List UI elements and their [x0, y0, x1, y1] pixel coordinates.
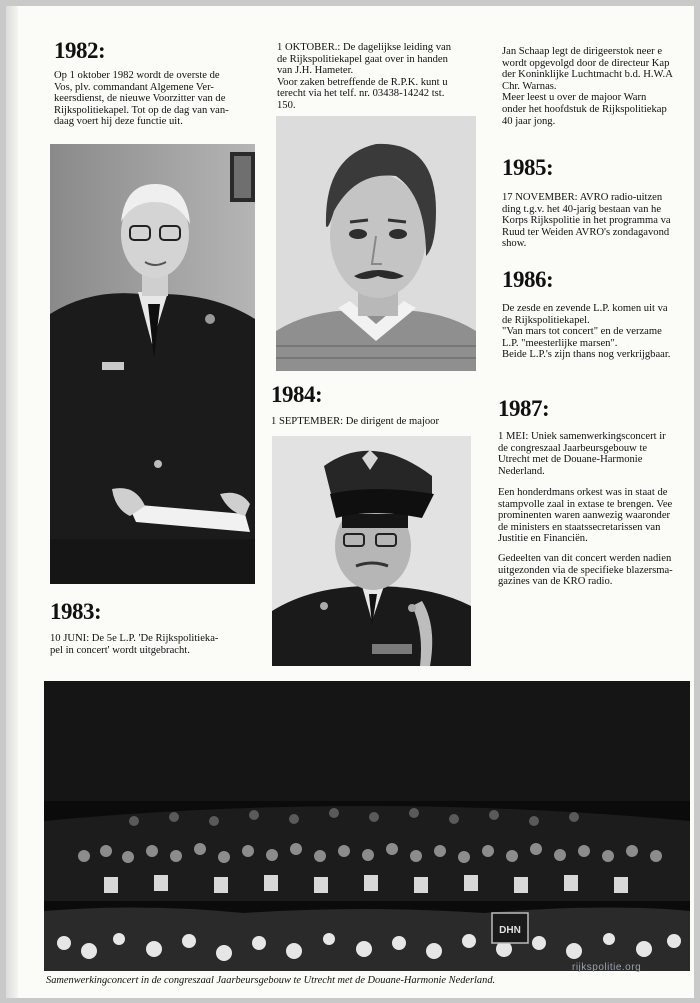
year-heading-1986: 1986: [502, 267, 554, 292]
paragraph-1984: 1 SEPTEMBER: De dirigent de majoor [271, 416, 440, 427]
paragraph-1987-b: Een honderdmans orkest was in staat de stampvolle zaal in extase te brengen. Vee prominenten waren aanwezig waaronder de ministers en staatssecretarissen van Justitie en Financiën. [498, 487, 673, 545]
photo-hameter [276, 116, 476, 371]
paragraph-1982: Op 1 oktober 1982 wordt de overste de Vos, plv. commandant Algemene Ver- keersdienst, de nieuwe Voorzitter van de Rijkspolitiekapel. Tot op de dag van van- daag voert hij deze functie uit. [54, 70, 229, 128]
orchestra-on-stage [44, 681, 690, 971]
year-heading-1985: 1985: [502, 155, 554, 180]
page-binding-edge [6, 6, 18, 998]
year-heading-1984: 1984: [271, 382, 323, 407]
paragraph-1986: De zesde en zevende L.P. komen uit va de Rijkspolitiekapel. "Van mars tot concert" en de verzame L.P. "meesterlijke marsen". Beide L.P.'s zijn thans nog verkrijgbaar. [502, 303, 671, 361]
portrait-man-mustache [276, 116, 476, 371]
photo-concert-orchestra [44, 681, 690, 971]
year-heading-1982: 1982: [54, 38, 106, 63]
paragraph-1983: 10 JUNI: De 5e L.P. 'De Rijkspolitieka- pel in concert' wordt uitgebracht. [50, 633, 219, 656]
year-heading-1987: 1987: [498, 396, 550, 421]
portrait-uniformed-man [50, 144, 255, 584]
photo-caption: Samenwerkingconcert in de congreszaal Jaarbeursgebouw te Utrecht met de Douane-Harmonie Nederland. [46, 975, 496, 986]
stage-logo: DHN [499, 925, 521, 936]
paragraph-1987-a: 1 MEI: Uniek samenwerkingsconcert ir de congreszaal Jaarbeursgebouw te Utrecht met de Douane-Harmonie Nederland. [498, 431, 666, 477]
photo-chairman-de-vos [50, 144, 255, 584]
magazine-page [6, 6, 694, 998]
portrait-officer-cap [272, 436, 471, 666]
paragraph-schaap: Jan Schaap legt de dirigeerstok neer e wordt opgevolgd door de directeur Kap der Koninklijke Luchtmacht b.d. H.W.A Chr. Warnas. Meer leest u over de majoor Warn onder het hoofdstuk de Rijkspolitiekap 40 jaar jong. [502, 46, 673, 127]
watermark: rijkspolitie.org [572, 962, 642, 973]
paragraph-oktober: 1 OKTOBER.: De dagelijkse leiding van de Rijkspolitiekapel gaat over in handen van J.H. Hameter. Voor zaken betreffende de R.P.K. kunt u terecht via het telf. nr. 03438-14242 tst. 150. [277, 42, 451, 111]
year-heading-1983: 1983: [50, 599, 102, 624]
paragraph-1985: 17 NOVEMBER: AVRO radio-uitzen ding t.g.v. het 40-jarig bestaan van he Korps Rijkspolitie in het programma va Ruud ter Weiden AVRO's zondagavond show. [502, 192, 671, 250]
photo-major-schaap [272, 436, 471, 666]
paragraph-1987-c: Gedeelten van dit concert werden nadien uitgezonden via de specifieke blazersma- gazines van de KRO radio. [498, 553, 673, 588]
